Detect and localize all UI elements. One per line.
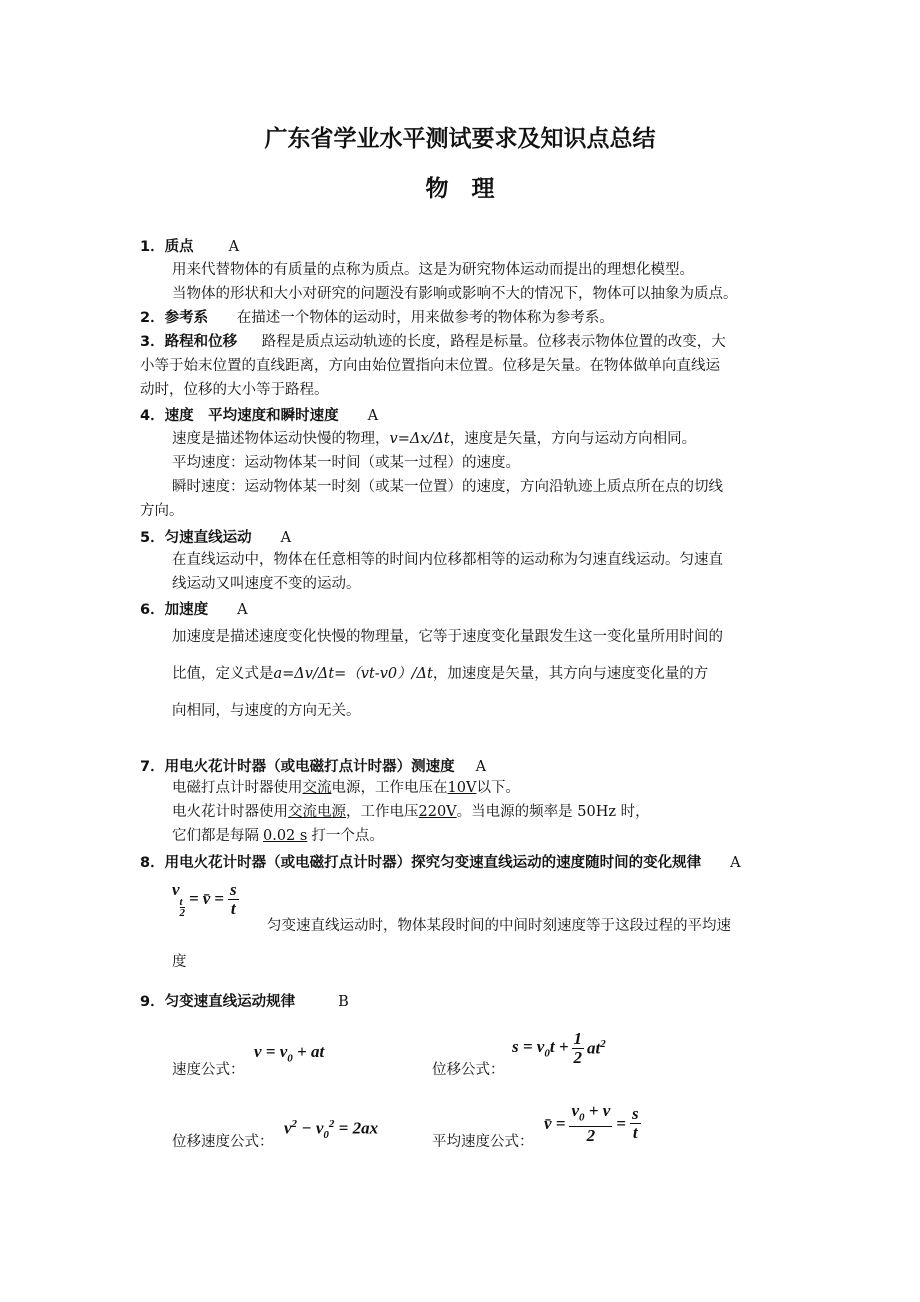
section-1-para-1: 用来代替物体的有质量的点称为质点。这是为研究物体运动而提出的理想化模型。 <box>172 262 694 278</box>
velocity-formula-label: 速度公式： <box>172 1062 245 1078</box>
section-3-line-1 <box>140 330 726 354</box>
velocity-formula: $v = v_0$ + at <box>254 1042 325 1065</box>
section-9-title: 9．匀变速直线运动规律 <box>140 994 296 1010</box>
section-6-line-3: 向相同，与速度的方向无关。 <box>172 703 361 719</box>
section-2-text: 在描述一个物体的运动时，用来做参考的物体称为参考系。 <box>236 310 614 326</box>
s7-l1-b: 交流 <box>302 780 332 796</box>
displacement-formula-label: 位移公式： <box>432 1062 505 1078</box>
s7-l1-e: 以下。 <box>476 780 520 796</box>
section-1-heading <box>140 235 239 256</box>
section-3-text-1: 路程是质点运动轨迹的长度，路程是标量。位移表示物体位置的改变，大 <box>261 334 726 350</box>
section-6-title: 6．加速度 <box>140 602 209 618</box>
s7-l2-b: 交流电源 <box>288 804 346 820</box>
section-6-line-2-pre: 比值，定义式是 <box>172 666 274 682</box>
section-1-level: A <box>228 239 240 255</box>
section-4-para-2: 平均速度：运动物体某一时间（或某一过程）的速度。 <box>172 455 520 471</box>
section-4-para-1-pre: 速度是描述物体运动快慢的物理， <box>172 431 390 447</box>
section-5-title: 5．匀速直线运动 <box>140 530 252 546</box>
section-5-heading <box>140 526 291 547</box>
s7-l1-a: 电磁打点计时器使用 <box>172 780 303 796</box>
doc-title: 广东省学业水平测试要求及知识点总结 <box>264 126 656 152</box>
section-7-line-3 <box>172 824 384 848</box>
section-7-heading <box>140 755 486 776</box>
section-4-para-1 <box>172 427 696 451</box>
section-3-title: 3．路程和位移 <box>140 334 238 350</box>
s7-l2-c: ，工作电压 <box>346 804 419 820</box>
section-9-level: B <box>338 994 349 1010</box>
average-velocity-formula-label: 平均速度公式： <box>432 1134 534 1150</box>
velocity-displacement-formula: $v^2 - v_0^2 = 2ax$ <box>284 1118 379 1142</box>
section-8-heading <box>140 851 741 872</box>
section-8-title: 8．用电火花计时器（或电磁打点计时器）探究匀变速直线运动的速度随时间的变化规律 <box>140 855 702 871</box>
section-5-level: A <box>280 530 292 546</box>
s7-l3-b: 0.02 s <box>263 828 308 844</box>
displacement-formula: $s = v_0t$ + $\frac{1}{2}$ $at^2$ <box>512 1029 606 1067</box>
s7-l1-c: 电源，工作电压在 <box>331 780 448 796</box>
section-3-line-3: 动时，位移的大小等于路程。 <box>140 382 329 398</box>
section-8-level: A <box>730 855 741 871</box>
s7-l1-d: 10V <box>447 780 477 796</box>
section-9-heading <box>140 990 349 1011</box>
midtime-velocity-formula: v $_{\frac{t}{2}}$ = v̄ = $\frac{s}{t}$ <box>172 879 237 919</box>
section-5-line-2: 线运动又叫速度不变的运动。 <box>172 576 361 592</box>
doc-subtitle: 物 理 <box>425 176 495 202</box>
s7-l2-a: 电火花计时器使用 <box>172 804 288 820</box>
section-2-title: 2．参考系 <box>140 310 209 326</box>
section-4-title: 4．速度 平均速度和瞬时速度 <box>140 408 339 424</box>
average-velocity-formula: v̄ = $\frac{v_0 + v}{2}$ = $\frac{s}{t}$ <box>544 1101 639 1146</box>
section-6-line-2 <box>172 662 708 686</box>
section-4-para-3-line-2: 方向。 <box>140 503 184 519</box>
s7-l3-c: 打一个点。 <box>311 828 384 844</box>
section-5-line-1: 在直线运动中，物体在任意相等的时间内位移都相等的运动称为匀速直线运动。匀速直 <box>172 552 723 568</box>
s7-l2-d: 220V <box>418 804 457 820</box>
section-6-line-2-post: ，加速度是矢量，其方向与速度变化量的方 <box>432 666 709 682</box>
section-4-heading <box>140 404 378 425</box>
section-7-line-1 <box>172 776 520 800</box>
section-7-level: A <box>475 759 487 775</box>
s7-l3-a: 它们都是每隔 <box>172 828 259 844</box>
section-3-line-2: 小等于始末位置的直线距离，方向由始位置指向末位置。位移是矢量。在物体做单向直线运 <box>140 358 720 374</box>
section-1-para-2: 当物体的形状和大小对研究的问题没有影响或影响不大的情况下，物体可以抽象为质点。 <box>172 286 738 302</box>
section-4-level: A <box>367 408 379 424</box>
section-7-line-2 <box>172 800 650 824</box>
section-7-title: 7．用电火花计时器（或电磁打点计时器）测速度 <box>140 759 455 775</box>
section-4-para-3-line-1: 瞬时速度：运动物体某一时刻（或某一位置）的速度，方向沿轨迹上质点所在点的切线 <box>172 479 723 495</box>
section-2 <box>140 306 614 330</box>
section-8-text-line-1: 匀变速直线运动时，物体某段时间的中间时刻速度等于这段过程的平均速 <box>267 918 731 934</box>
section-6-heading <box>140 598 248 619</box>
section-1-title: 1．质点 <box>140 239 194 255</box>
velocity-displacement-formula-label: 位移速度公式： <box>172 1134 274 1150</box>
section-6-level: A <box>237 602 248 618</box>
velocity-definition-formula: v=Δx/Δt <box>389 431 450 447</box>
section-4-para-1-post: ，速度是矢量，方向与运动方向相同。 <box>449 431 697 447</box>
s7-l2-e: 。当电源的频率是 50Hz 时， <box>456 804 650 820</box>
section-6-line-1: 加速度是描述速度变化快慢的物理量，它等于速度变化量跟发生这一变化量所用时间的 <box>172 629 723 645</box>
section-8-text-line-2: 度 <box>172 954 187 970</box>
acceleration-definition-formula: a=Δv/Δt=（vt-v0）/Δt <box>273 666 433 682</box>
